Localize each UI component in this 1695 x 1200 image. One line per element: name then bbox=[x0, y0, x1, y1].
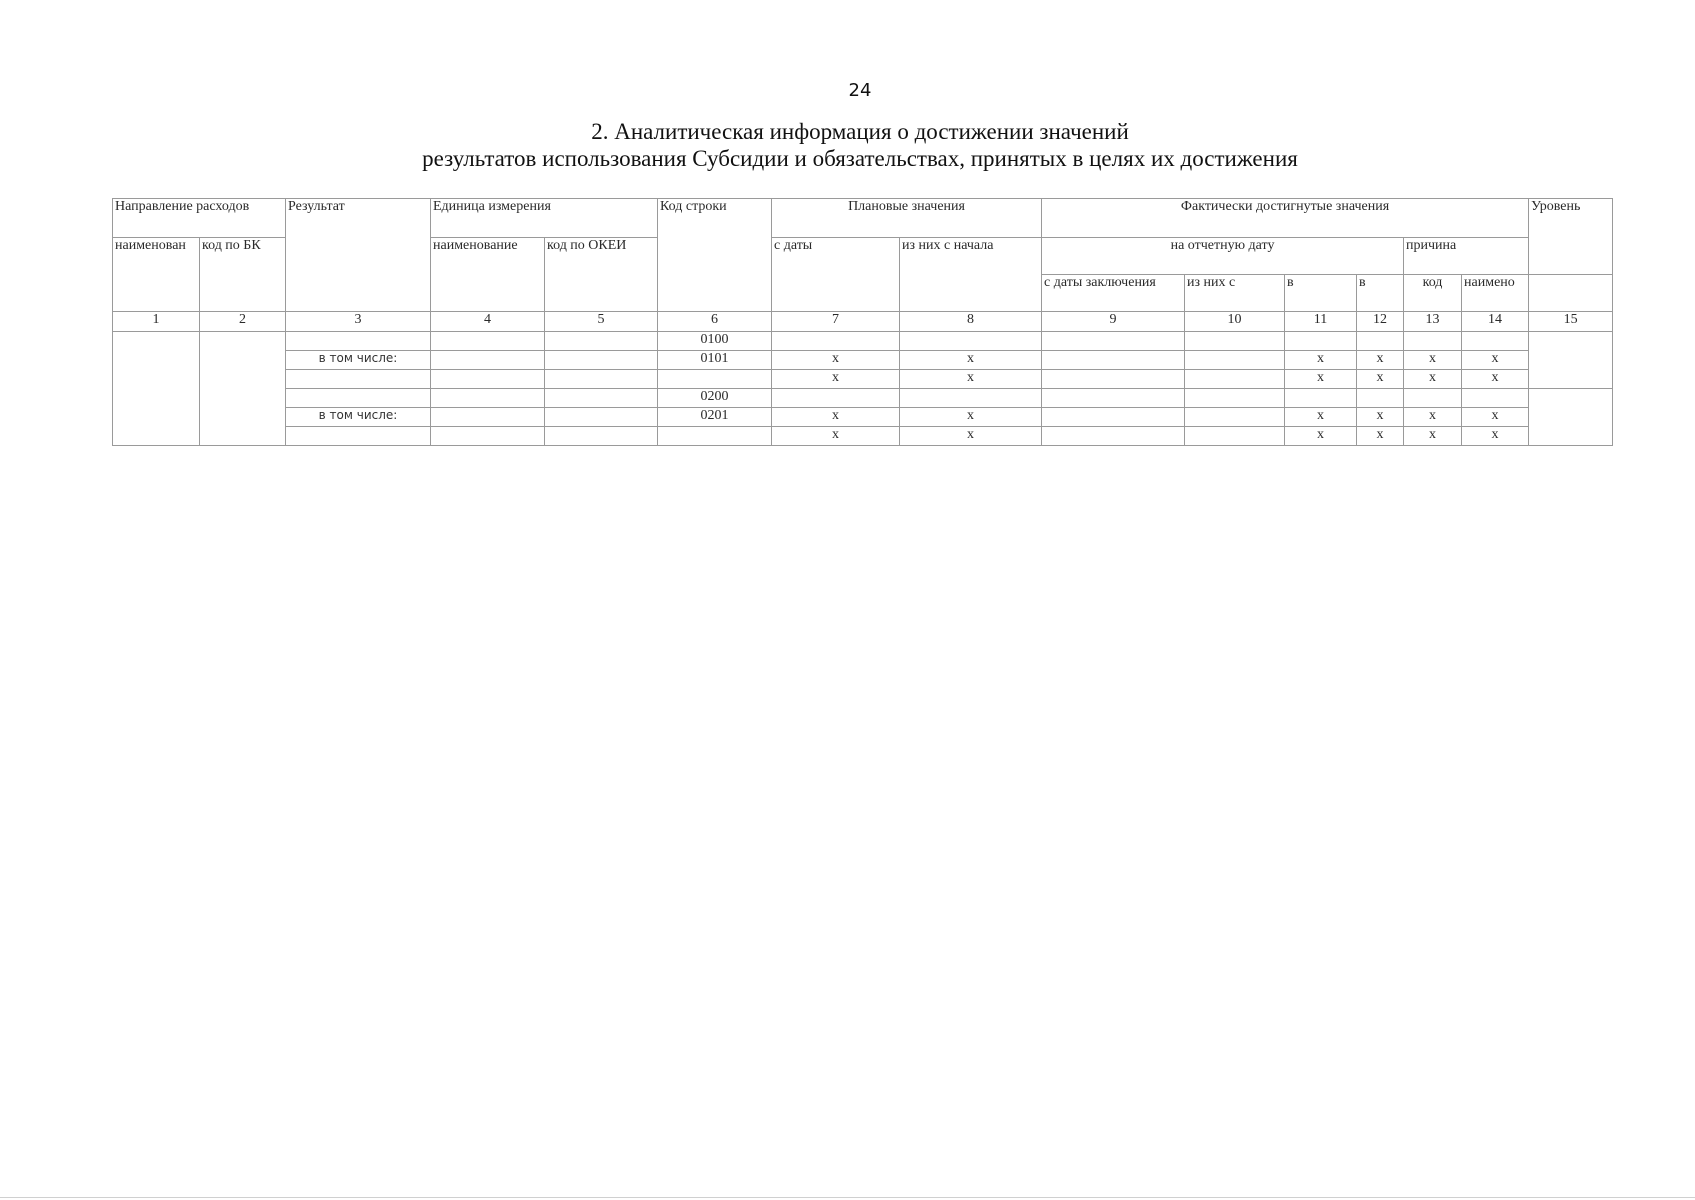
cell-c8: x bbox=[900, 408, 1042, 427]
header-level-sub bbox=[1529, 275, 1613, 312]
cell-unit-name bbox=[431, 351, 545, 370]
cell-result bbox=[286, 370, 431, 389]
cell-bk-code bbox=[200, 332, 286, 446]
cell-c11: x bbox=[1285, 427, 1357, 446]
cell-c7: x bbox=[772, 427, 900, 446]
cell-c14: x bbox=[1462, 427, 1529, 446]
cell-c8: x bbox=[900, 370, 1042, 389]
cell-okei bbox=[545, 408, 658, 427]
header-col11: в bbox=[1285, 275, 1357, 312]
cell-spending-name bbox=[113, 332, 200, 446]
header-bk-code: код по БК bbox=[200, 238, 286, 312]
page-bottom-divider bbox=[0, 1197, 1695, 1198]
cell-c11: x bbox=[1285, 351, 1357, 370]
cell-c11 bbox=[1285, 389, 1357, 408]
cell-c10 bbox=[1185, 332, 1285, 351]
cell-c10 bbox=[1185, 370, 1285, 389]
cell-c8 bbox=[900, 389, 1042, 408]
header-of-which-from: из них с bbox=[1185, 275, 1285, 312]
cell-row-code: 0101 bbox=[658, 351, 772, 370]
cell-c9 bbox=[1042, 370, 1185, 389]
table-row bbox=[113, 389, 1613, 408]
cell-c7: x bbox=[772, 408, 900, 427]
cell-c9 bbox=[1042, 408, 1185, 427]
table-row bbox=[113, 408, 1613, 427]
cell-c7 bbox=[772, 389, 900, 408]
header-spending-direction: Направление расходов bbox=[113, 199, 286, 238]
table-row bbox=[113, 332, 1613, 351]
col-num: 12 bbox=[1357, 312, 1404, 332]
cell-c13: x bbox=[1404, 408, 1462, 427]
col-num: 6 bbox=[658, 312, 772, 332]
cell-c8: x bbox=[900, 351, 1042, 370]
header-on-report-date: на отчетную дату bbox=[1042, 238, 1404, 275]
title-line-1: 2. Аналитическая информация о достижении значений bbox=[591, 119, 1129, 144]
col-num: 15 bbox=[1529, 312, 1613, 332]
col-num: 9 bbox=[1042, 312, 1185, 332]
cell-result: в том числе: bbox=[286, 351, 431, 370]
cell-c8 bbox=[900, 332, 1042, 351]
cell-c15 bbox=[1529, 332, 1613, 389]
col-num: 4 bbox=[431, 312, 545, 332]
analytics-table bbox=[112, 198, 1613, 446]
col-num: 5 bbox=[545, 312, 658, 332]
cell-result bbox=[286, 427, 431, 446]
cell-c13: x bbox=[1404, 427, 1462, 446]
cell-c12: x bbox=[1357, 351, 1404, 370]
cell-row-code: 0100 bbox=[658, 332, 772, 351]
document-title bbox=[0, 118, 1695, 172]
cell-okei bbox=[545, 332, 658, 351]
cell-c10 bbox=[1185, 351, 1285, 370]
cell-c14: x bbox=[1462, 408, 1529, 427]
title-line-2: результатов использования Субсидии и обязательствах, принятых в целях их достижения bbox=[422, 146, 1298, 171]
cell-okei bbox=[545, 351, 658, 370]
cell-result bbox=[286, 332, 431, 351]
cell-row-code bbox=[658, 427, 772, 446]
cell-c12: x bbox=[1357, 370, 1404, 389]
cell-c10 bbox=[1185, 427, 1285, 446]
cell-c13: x bbox=[1404, 370, 1462, 389]
col-num: 3 bbox=[286, 312, 431, 332]
header-level: Уровень bbox=[1529, 199, 1613, 275]
cell-c9 bbox=[1042, 332, 1185, 351]
table-row bbox=[113, 427, 1613, 446]
header-reason-name: наимено bbox=[1462, 275, 1529, 312]
header-name-short: наименован bbox=[113, 238, 200, 312]
cell-c14: x bbox=[1462, 370, 1529, 389]
header-row-1 bbox=[113, 199, 1613, 238]
header-reason: причина bbox=[1404, 238, 1529, 275]
cell-unit-name bbox=[431, 427, 545, 446]
cell-okei bbox=[545, 389, 658, 408]
table-row bbox=[113, 370, 1613, 389]
cell-c12 bbox=[1357, 332, 1404, 351]
col-num: 11 bbox=[1285, 312, 1357, 332]
cell-row-code bbox=[658, 370, 772, 389]
cell-c11: x bbox=[1285, 408, 1357, 427]
cell-c9 bbox=[1042, 427, 1185, 446]
col-num: 2 bbox=[200, 312, 286, 332]
header-col12: в bbox=[1357, 275, 1404, 312]
col-num: 13 bbox=[1404, 312, 1462, 332]
cell-c11 bbox=[1285, 332, 1357, 351]
cell-c12 bbox=[1357, 389, 1404, 408]
cell-c14 bbox=[1462, 389, 1529, 408]
cell-c7: x bbox=[772, 370, 900, 389]
header-planned: Плановые значения bbox=[772, 199, 1042, 238]
header-unit-name: наименование bbox=[431, 238, 545, 312]
header-result: Результат bbox=[286, 199, 431, 312]
cell-unit-name bbox=[431, 370, 545, 389]
cell-row-code: 0200 bbox=[658, 389, 772, 408]
cell-unit-name bbox=[431, 389, 545, 408]
col-num: 7 bbox=[772, 312, 900, 332]
cell-c13 bbox=[1404, 332, 1462, 351]
cell-c13 bbox=[1404, 389, 1462, 408]
cell-c13: x bbox=[1404, 351, 1462, 370]
cell-c7: x bbox=[772, 351, 900, 370]
cell-c9 bbox=[1042, 389, 1185, 408]
cell-row-code: 0201 bbox=[658, 408, 772, 427]
cell-c12: x bbox=[1357, 408, 1404, 427]
col-num: 1 bbox=[113, 312, 200, 332]
cell-c8: x bbox=[900, 427, 1042, 446]
header-from-date: с даты bbox=[772, 238, 900, 312]
cell-c14: x bbox=[1462, 351, 1529, 370]
header-of-which-from-start: из них с начала bbox=[900, 238, 1042, 312]
table-row bbox=[113, 351, 1613, 370]
cell-result bbox=[286, 389, 431, 408]
col-num: 8 bbox=[900, 312, 1042, 332]
cell-c10 bbox=[1185, 389, 1285, 408]
cell-c7 bbox=[772, 332, 900, 351]
cell-c14 bbox=[1462, 332, 1529, 351]
header-reason-code: код bbox=[1404, 275, 1462, 312]
header-row-code: Код строки bbox=[658, 199, 772, 312]
cell-unit-name bbox=[431, 408, 545, 427]
cell-okei bbox=[545, 370, 658, 389]
col-num: 10 bbox=[1185, 312, 1285, 332]
cell-c10 bbox=[1185, 408, 1285, 427]
cell-c11: x bbox=[1285, 370, 1357, 389]
header-unit: Единица измерения bbox=[431, 199, 658, 238]
col-num: 14 bbox=[1462, 312, 1529, 332]
cell-c15 bbox=[1529, 389, 1613, 446]
cell-c9 bbox=[1042, 351, 1185, 370]
cell-result: в том числе: bbox=[286, 408, 431, 427]
page-number: 24 bbox=[848, 80, 872, 101]
header-okei-code: код по ОКЕИ bbox=[545, 238, 658, 312]
cell-okei bbox=[545, 427, 658, 446]
column-numbers-row bbox=[113, 312, 1613, 332]
cell-c12: x bbox=[1357, 427, 1404, 446]
header-actual: Фактически достигнутые значения bbox=[1042, 199, 1529, 238]
header-from-conclusion-date: с даты заключения bbox=[1042, 275, 1185, 312]
cell-unit-name bbox=[431, 332, 545, 351]
